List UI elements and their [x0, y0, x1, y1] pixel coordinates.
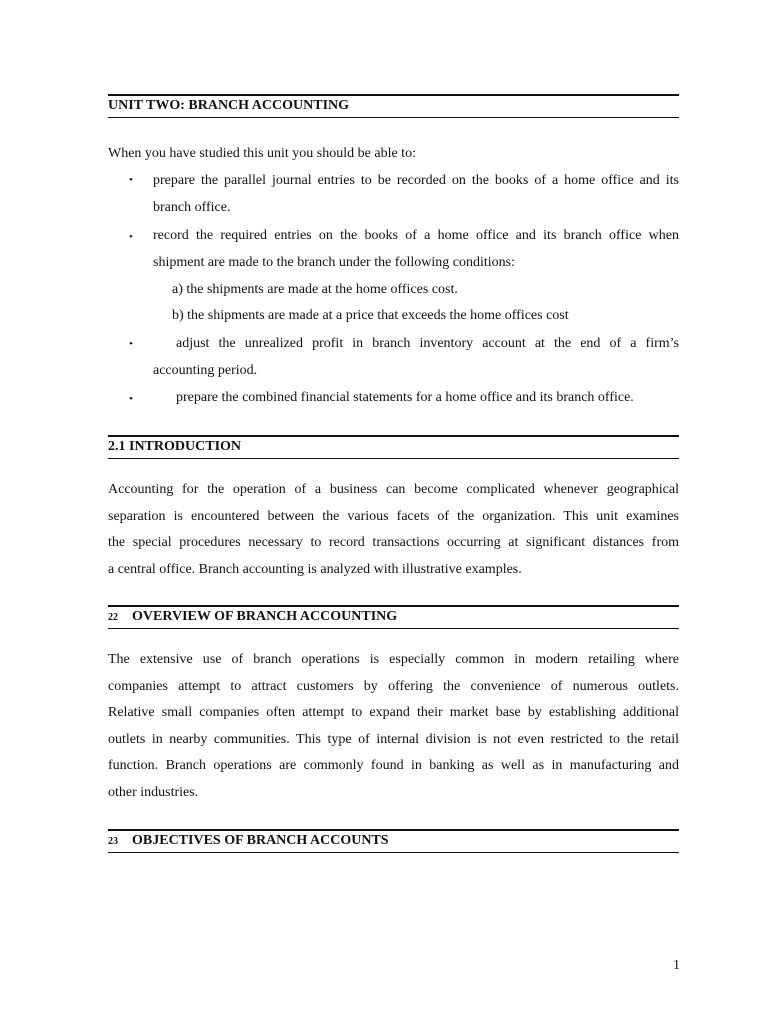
section-2-2-title: OVERVIEW OF BRANCH ACCOUNTING [132, 609, 398, 624]
objective-2-line-1: record the required entries on the books of a home office and its branch office when [153, 228, 679, 243]
para-line: separation is encountered between the various facets of the organization. This unit examines [108, 508, 679, 524]
para-line: companies attempt to attract customers by offering the convenience of numerous outlets. [108, 678, 679, 694]
unit-heading-text: UNIT TWO: BRANCH ACCOUNTING [108, 98, 350, 113]
objective-1-line-2: branch office. [153, 199, 231, 215]
objective-2 [153, 223, 679, 276]
section-2-3-title: OBJECTIVES OF BRANCH ACCOUNTS [132, 833, 389, 848]
bullet-icon: • [129, 231, 133, 243]
intro-line: When you have studied this unit you should be able to: [108, 146, 416, 161]
objective-3-line-2: accounting period. [153, 362, 258, 378]
para-line: The extensive use of branch operations is especially common in modern retailing where [108, 652, 679, 667]
para-line: the special procedures necessary to record transactions occurring at significant distances from [108, 535, 679, 550]
unit-heading [108, 94, 679, 118]
page-number: 1 [673, 958, 680, 973]
para-line: other industries. [108, 784, 199, 800]
para-line: a central office. Branch accounting is analyzed with illustrative examples. [108, 561, 522, 577]
section-2-1-heading [108, 435, 679, 459]
bullet-icon: • [129, 338, 133, 350]
section-2-1-heading-text: 2.1 INTRODUCTION [108, 439, 242, 454]
bullet-icon: • [129, 393, 133, 405]
para-line: function. Branch operations are commonly found in banking as well as in manufacturing and [108, 758, 679, 773]
objective-2-sub-a: a) the shipments are made at the home offices cost. [172, 282, 458, 297]
objective-3 [153, 331, 679, 384]
objective-4: prepare the combined financial statements for a home office and its branch office. [176, 390, 634, 405]
objective-2-sub-b: b) the shipments are made at a price that exceeds the home offices cost [172, 308, 569, 323]
section-2-3-number: 23 [108, 836, 118, 847]
para-line: outlets in nearby communities. This type of internal division is not even restricted to the retail [108, 731, 679, 747]
bullet-icon: • [129, 174, 133, 186]
section-2-2-heading [108, 605, 679, 629]
para-line: Accounting for the operation of a business can become complicated whenever geographical [108, 482, 679, 497]
section-2-2-number: 22 [108, 612, 118, 623]
para-line: Relative small companies often attempt to expand their market base by establishing additional [108, 705, 679, 720]
objective-3-line-1: adjust the unrealized profit in branch inventory account at the end of a firm’s [176, 336, 679, 351]
objective-1 [153, 168, 679, 221]
objective-1-line-1: prepare the parallel journal entries to be recorded on the books of a home office and its [153, 173, 679, 188]
section-2-2-paragraph [108, 647, 679, 806]
section-2-1-paragraph [108, 477, 679, 583]
objective-2-line-2: shipment are made to the branch under the following conditions: [153, 254, 515, 270]
section-2-3-heading [108, 829, 679, 853]
